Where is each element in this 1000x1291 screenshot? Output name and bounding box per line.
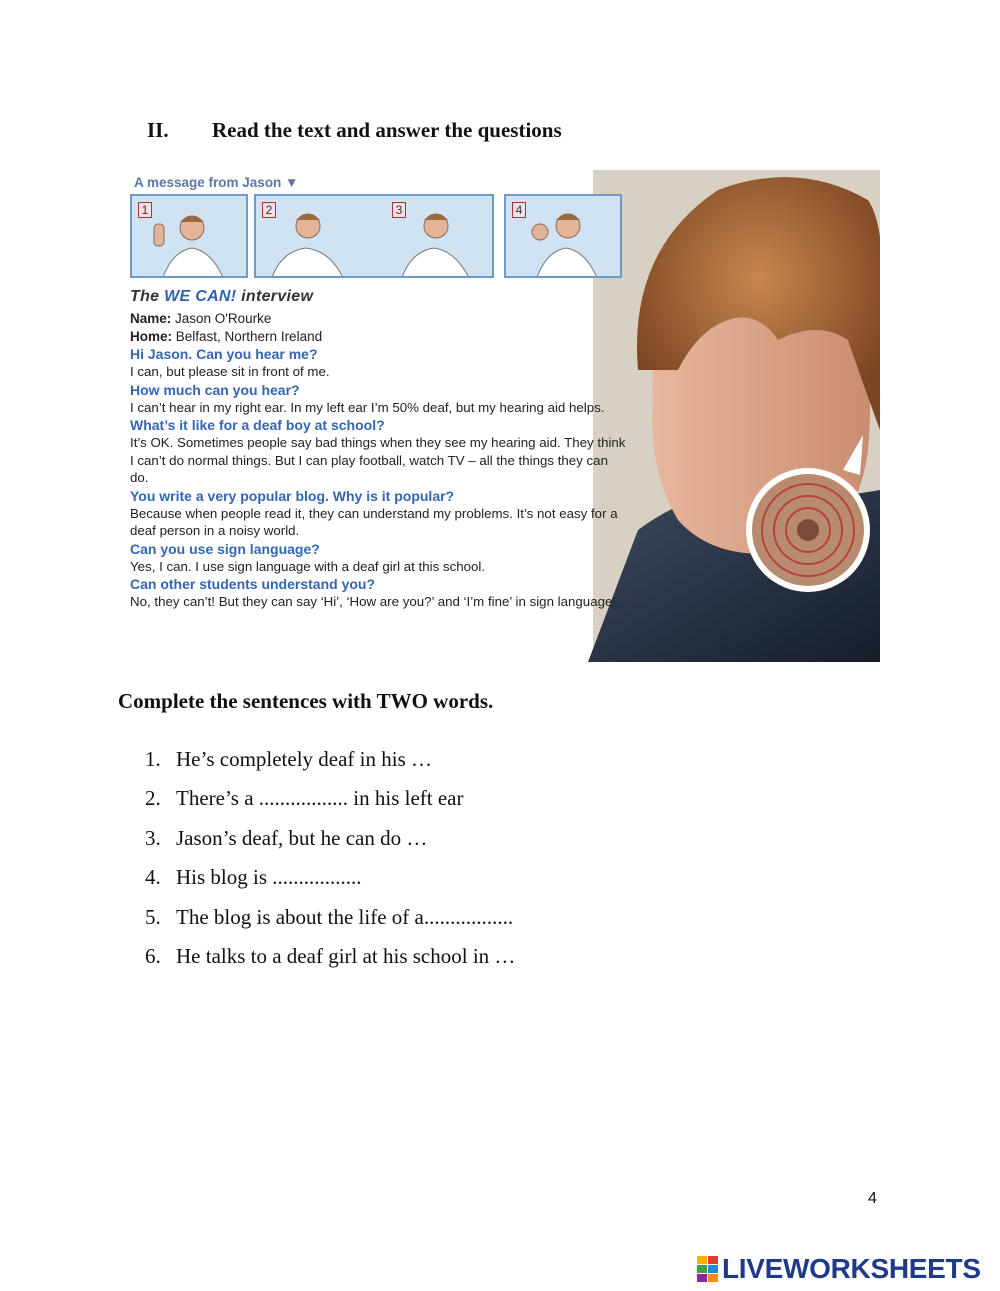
title-post: interview [236, 288, 314, 305]
signing-figure-icon [132, 196, 248, 278]
section-title: Read the text and answer the questions [212, 118, 562, 142]
question: Hi Jason. Can you hear me? [130, 346, 318, 362]
question: What’s it like for a deaf boy at school? [130, 417, 385, 433]
question: How much can you hear? [130, 381, 300, 398]
frame-number: 3 [392, 202, 406, 218]
home-line [130, 328, 630, 346]
sign-frame-4 [504, 194, 622, 278]
page-number: 4 [868, 1190, 877, 1207]
logo-blocks-icon [697, 1256, 719, 1282]
list-item [145, 898, 515, 937]
item-number: 5. [145, 904, 161, 929]
list-item [145, 937, 515, 976]
signing-figures-icon [256, 196, 494, 278]
answer: Yes, I can. I use sign language with a deaf girl at this school. [130, 558, 486, 574]
home-label: Home: [130, 328, 173, 344]
item-number: 2. [145, 786, 161, 811]
frame-number: 1 [138, 202, 152, 218]
exercise-list [145, 740, 515, 976]
name-value: Jason O'Rourke [171, 311, 272, 326]
signing-figure-icon [506, 196, 622, 278]
answer: I can, but please sit in front of me. [130, 364, 330, 379]
answer: Because when people read it, they can understand my problems. It’s not easy for a deaf person in a noisy world. [130, 505, 618, 538]
item-number: 6. [145, 944, 161, 969]
answer: I can’t hear in my right ear. In my left ear I’m 50% deaf, but my hearing aid helps. [130, 399, 605, 415]
list-item [145, 819, 515, 858]
item-text: His blog is ................. [176, 865, 362, 890]
interview-title [130, 288, 630, 306]
name-line [130, 310, 630, 328]
item-text: He talks to a deaf girl at his school in … [176, 944, 516, 969]
list-item [145, 740, 515, 779]
answer: No, they can’t! But they can say ‘Hi’, ‘How are you?’ and ‘I’m fine’ in sign language! [130, 594, 617, 609]
sign-frame-1 [130, 194, 248, 278]
list-item [145, 779, 515, 818]
exercise-instruction: Complete the sentences with TWO words. [118, 689, 494, 713]
item-number: 3. [145, 825, 161, 850]
list-item [145, 858, 515, 897]
question: Can other students understand you? [130, 576, 376, 592]
message-label: A message from Jason ▼ [134, 175, 299, 190]
liveworksheets-logo[interactable] [697, 1253, 981, 1285]
interview-text [130, 288, 630, 611]
question: You write a very popular blog. Why is it popular? [130, 487, 455, 504]
textbook-image [118, 170, 880, 662]
sign-frame-2-3 [254, 194, 494, 278]
item-text: Jason’s deaf, but he can do … [176, 825, 428, 850]
item-number: 1. [145, 747, 161, 771]
frame-number: 2 [262, 202, 276, 218]
item-number: 4. [145, 865, 161, 890]
item-text: He’s completely deaf in his … [176, 747, 433, 771]
title-brand: WE CAN! [164, 288, 237, 305]
item-text: There’s a ................. in his left ear [176, 786, 464, 811]
home-value: Belfast, Northern Ireland [172, 328, 323, 344]
logo-text: LIVEWORKSHEETS [722, 1253, 981, 1284]
name-label: Name: [130, 311, 172, 326]
frame-number: 4 [512, 202, 526, 218]
title-pre: The [130, 288, 165, 305]
answer: It’s OK. Sometimes people say bad things when they see my hearing aid. They think I can’t do normal things. But I can play football, watch TV – all the things they can do. [130, 435, 626, 485]
section-number: II. [147, 118, 169, 142]
question: Can you use sign language? [130, 540, 320, 557]
item-text: The blog is about the life of a................. [176, 904, 514, 929]
